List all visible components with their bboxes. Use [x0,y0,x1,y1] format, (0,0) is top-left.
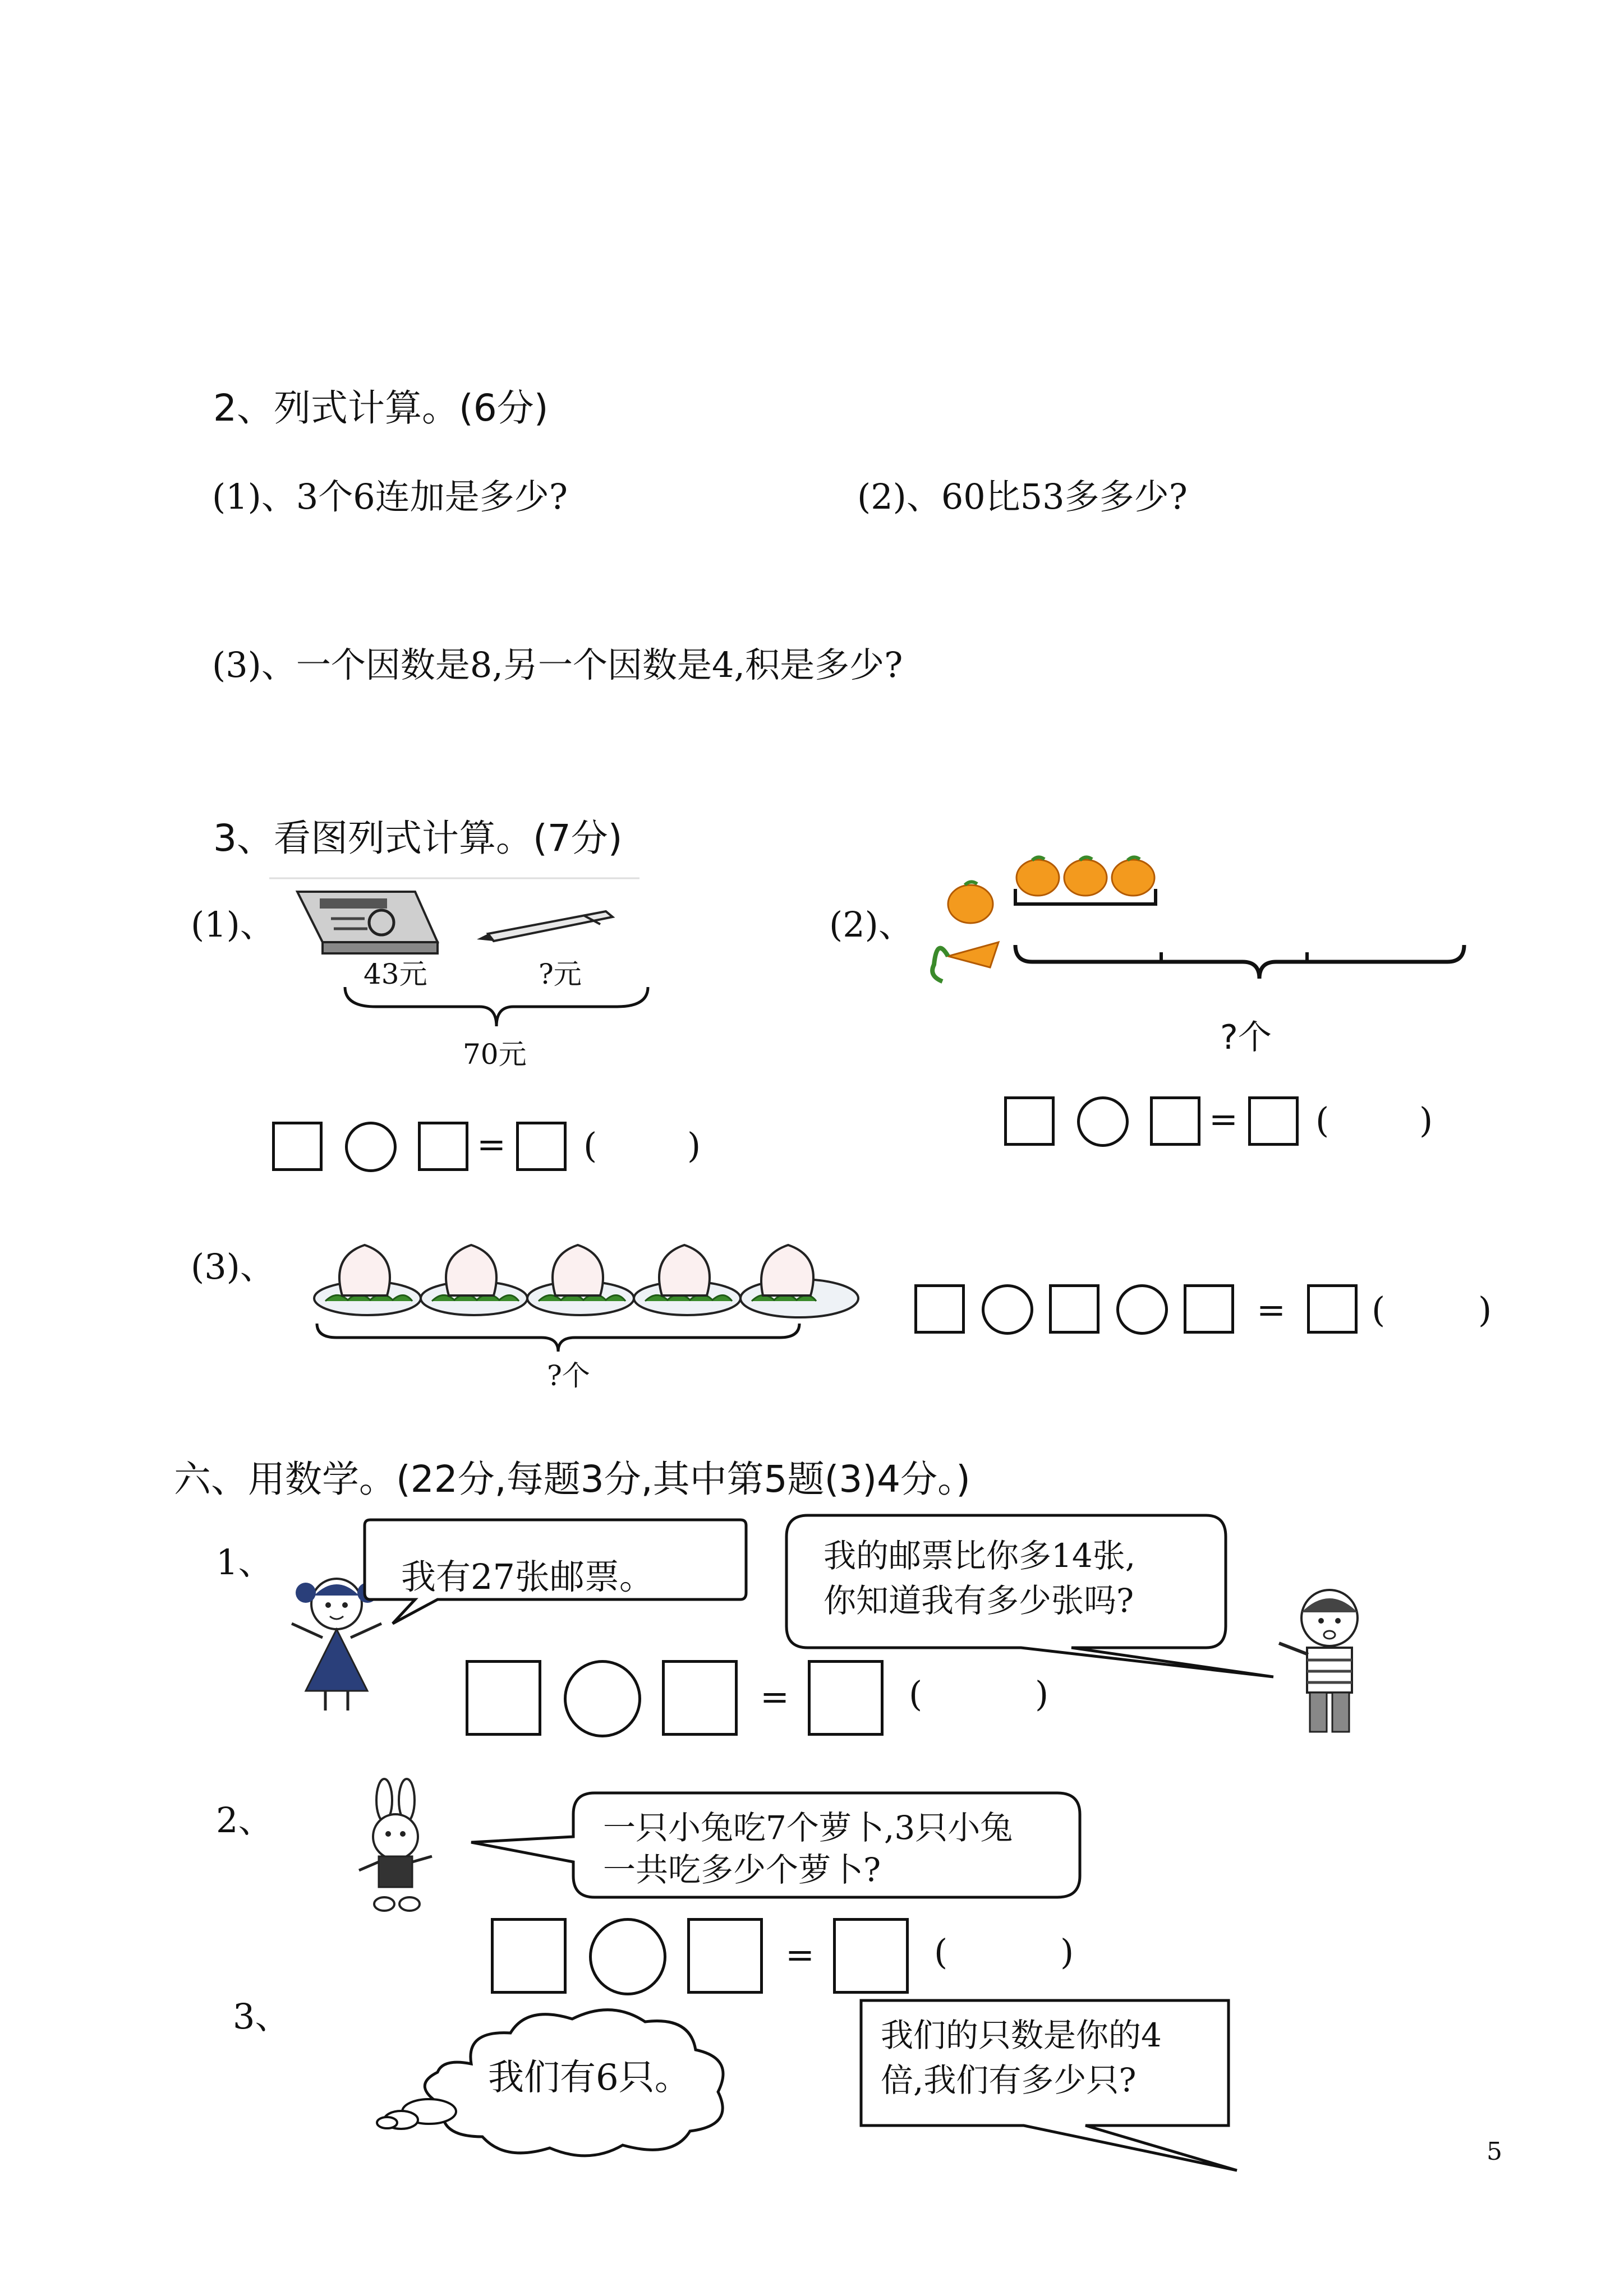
answer-box[interactable] [491,1918,567,1994]
equals-sign: = [1257,1289,1286,1330]
answer-box[interactable] [466,1660,541,1736]
section6-q1-label: 1、 [216,1542,273,1583]
answer-box[interactable] [1248,1096,1299,1146]
paren-open: ( [1315,1100,1329,1141]
rabbit-speech-line1: 一只小兔吃7个萝卜,3只小兔 [603,1809,1013,1847]
boy-speech-line2: 你知道我有多少张吗? [823,1582,1134,1620]
paren-close: ) [1419,1100,1433,1141]
operator-circle[interactable] [589,1918,666,1995]
paren-open: ( [583,1125,597,1166]
paren-close: ) [1060,1931,1074,1972]
answer-box[interactable] [914,1284,965,1334]
paren-close: ) [1035,1673,1049,1714]
orange-icon [948,882,993,923]
section2-q3: (3)、一个因数是8,另一个因数是4,积是多少? [212,644,903,685]
paren-close: ) [1478,1289,1492,1330]
answer-box[interactable] [1004,1096,1055,1146]
paren-open: ( [934,1931,948,1972]
section2-q1: (1)、3个6连加是多少? [212,476,568,517]
operator-circle[interactable] [345,1122,397,1172]
section2-q2: (2)、60比53多多少? [857,476,1188,517]
answer-box[interactable] [1049,1284,1099,1334]
equals-sign: = [1209,1099,1238,1140]
cloud-speech-text: 我们有6只。 [488,2057,691,2099]
operator-circle[interactable] [1077,1096,1129,1147]
question-box-line2: 倍,我们有多少只? [881,2061,1137,2099]
section6-q3-label: 3、 [233,1996,290,2037]
peach-plate-icon [421,1245,527,1315]
answer-box[interactable] [687,1918,763,1994]
orange-icon [1112,857,1154,896]
answer-box[interactable] [1184,1284,1234,1334]
question-box-line1: 我们的只数是你的4 [881,2016,1162,2054]
answer-box[interactable] [272,1122,323,1171]
rabbit-speech-line2: 一共吃多少个萝卜? [603,1851,881,1889]
oranges-carrots-illustration [926,852,1475,998]
section2-title: 2、列式计算。(6分) [213,386,549,430]
answer-box[interactable] [1307,1284,1358,1334]
total-count-2: ?个 [1220,1018,1272,1057]
book-price: 43元 [364,958,427,990]
pen-icon [477,911,613,941]
operator-circle[interactable] [1116,1284,1168,1335]
orange-icon [1064,857,1107,896]
total-count-3: ?个 [547,1359,590,1392]
orange-icon [1016,857,1059,896]
paren-open: ( [909,1673,923,1714]
pen-price: ?元 [539,958,582,990]
girl-speech-text: 我有27张邮票。 [401,1556,654,1597]
answer-box[interactable] [418,1122,468,1171]
book-and-pen-illustration [269,875,640,965]
peach-plate-icon [634,1245,740,1315]
page-number: 5 [1487,2137,1502,2166]
rabbit-illustration [348,1778,449,1918]
operator-circle[interactable] [982,1284,1033,1335]
answer-box[interactable] [516,1122,567,1171]
section3-p3-label: (3)、 [191,1246,275,1287]
answer-box[interactable] [808,1660,884,1736]
paren-close: ) [687,1125,701,1166]
carrot-icon [932,942,999,981]
section3-p1-label: (1)、 [191,904,275,945]
peach-plate-icon [740,1245,858,1317]
boy-speech-line1: 我的邮票比你多14张, [823,1537,1136,1575]
peach-plate-icon [527,1245,634,1315]
brace-1 [342,984,651,1029]
answer-box[interactable] [833,1918,909,1994]
equals-sign: = [477,1124,506,1165]
paren-open: ( [1372,1289,1386,1330]
section6-title: 六、用数学。(22分,每题3分,其中第5题(3)4分。) [174,1458,970,1501]
section6-q2-label: 2、 [216,1800,273,1841]
boy-illustration [1268,1582,1391,1739]
equals-sign: = [760,1676,789,1717]
book-icon [297,892,438,953]
operator-circle[interactable] [564,1660,641,1737]
answer-box[interactable] [1150,1096,1200,1146]
answer-box[interactable] [662,1660,738,1736]
total-price: 70元 [463,1038,527,1071]
equals-sign: = [785,1934,815,1975]
section3-title: 3、看图列式计算。(7分) [213,817,623,860]
section3-p2-label: (2)、 [829,904,913,945]
peach-plate-icon [314,1245,421,1315]
